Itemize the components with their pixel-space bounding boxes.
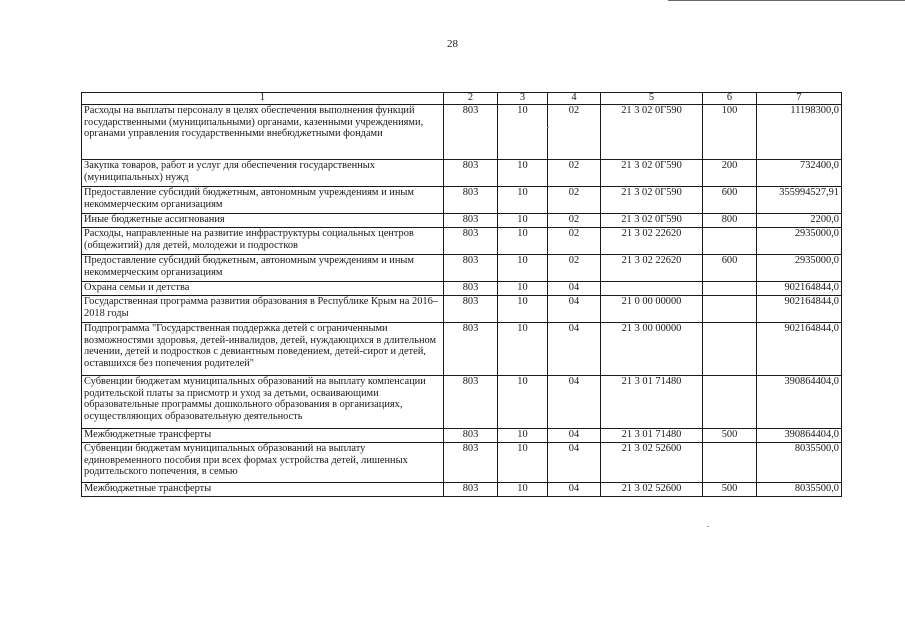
amount-cell: 902164844,0 xyxy=(757,323,842,376)
table-row xyxy=(82,483,842,497)
expense-type-cell xyxy=(703,376,757,429)
expense-name-cell: Субвенции бюджетам муниципальных образований на выплату единовременного пособия при всех формах устройства детей, лишенных родительского попечения, в семью xyxy=(82,443,444,483)
table-row xyxy=(82,187,842,214)
ministry-code-cell: 803 xyxy=(444,443,498,483)
subsection-code-cell: 04 xyxy=(548,376,601,429)
expense-type-cell: 200 xyxy=(703,160,757,187)
subsection-code-cell: 04 xyxy=(548,429,601,443)
expense-type-cell xyxy=(703,323,757,376)
expense-name-cell: Предоставление субсидий бюджетным, автономным учреждениям и иным некоммерческим организациям xyxy=(82,255,444,282)
expense-name-cell: Охрана семьи и детства xyxy=(82,282,444,296)
section-code-cell: 10 xyxy=(498,228,548,255)
section-code-cell: 10 xyxy=(498,187,548,214)
ministry-code-cell: 803 xyxy=(444,105,498,160)
amount-cell: 8035500,0 xyxy=(757,483,842,497)
section-code-cell: 10 xyxy=(498,296,548,323)
column-number-cell: 4 xyxy=(548,93,601,105)
column-number-cell: 6 xyxy=(703,93,757,105)
section-code-cell: 10 xyxy=(498,443,548,483)
subsection-code-cell: 02 xyxy=(548,214,601,228)
section-code-cell: 10 xyxy=(498,429,548,443)
ministry-code-cell: 803 xyxy=(444,187,498,214)
expense-type-cell xyxy=(703,282,757,296)
expense-type-cell: 500 xyxy=(703,483,757,497)
subsection-code-cell: 04 xyxy=(548,323,601,376)
table-row xyxy=(82,228,842,255)
expense-type-cell xyxy=(703,228,757,255)
expense-type-cell xyxy=(703,296,757,323)
target-article-cell: 21 3 02 22620 xyxy=(601,228,703,255)
target-article-cell: 21 0 00 00000 xyxy=(601,296,703,323)
subsection-code-cell: 02 xyxy=(548,255,601,282)
amount-cell: 390864404,0 xyxy=(757,376,842,429)
expense-type-cell xyxy=(703,443,757,483)
target-article-cell: 21 3 01 71480 xyxy=(601,376,703,429)
expense-type-cell: 600 xyxy=(703,255,757,282)
table-row xyxy=(82,323,842,376)
expense-type-cell: 100 xyxy=(703,105,757,160)
table-row xyxy=(82,429,842,443)
section-code-cell: 10 xyxy=(498,323,548,376)
target-article-cell: 21 3 02 0Г590 xyxy=(601,160,703,187)
ministry-code-cell: 803 xyxy=(444,483,498,497)
section-code-cell: 10 xyxy=(498,376,548,429)
target-article-cell xyxy=(601,282,703,296)
page-number: 28 xyxy=(447,38,458,50)
table-row xyxy=(82,443,842,483)
target-article-cell: 21 3 02 52600 xyxy=(601,483,703,497)
target-article-cell: 21 3 02 52600 xyxy=(601,443,703,483)
expense-type-cell: 600 xyxy=(703,187,757,214)
amount-cell: 390864404,0 xyxy=(757,429,842,443)
expense-name-cell: Иные бюджетные ассигнования xyxy=(82,214,444,228)
table-row xyxy=(82,105,842,160)
ministry-code-cell: 803 xyxy=(444,160,498,187)
ministry-code-cell: 803 xyxy=(444,214,498,228)
column-number-cell: 1 xyxy=(82,93,444,105)
section-code-cell: 10 xyxy=(498,255,548,282)
ministry-code-cell: 803 xyxy=(444,228,498,255)
section-code-cell: 10 xyxy=(498,105,548,160)
ministry-code-cell: 803 xyxy=(444,429,498,443)
ministry-code-cell: 803 xyxy=(444,376,498,429)
table-row xyxy=(82,160,842,187)
top-edge-rule xyxy=(668,0,905,1)
column-number-cell: 7 xyxy=(757,93,842,105)
column-number-cell: 3 xyxy=(498,93,548,105)
subsection-code-cell: 04 xyxy=(548,483,601,497)
table-row xyxy=(82,282,842,296)
expense-name-cell: Межбюджетные трансферты xyxy=(82,429,444,443)
target-article-cell: 21 3 02 0Г590 xyxy=(601,105,703,160)
target-article-cell: 21 3 02 22620 xyxy=(601,255,703,282)
expense-type-cell: 800 xyxy=(703,214,757,228)
table-row xyxy=(82,376,842,429)
target-article-cell: 21 3 02 0Г590 xyxy=(601,214,703,228)
amount-cell: 11198300,0 xyxy=(757,105,842,160)
subsection-code-cell: 02 xyxy=(548,228,601,255)
expense-name-cell: Предоставление субсидий бюджетным, автономным учреждениям и иным некоммерческим организациям xyxy=(82,187,444,214)
subsection-code-cell: 04 xyxy=(548,282,601,296)
target-article-cell: 21 3 02 0Г590 xyxy=(601,187,703,214)
table-row xyxy=(82,214,842,228)
table-row xyxy=(82,296,842,323)
amount-cell: 2935000,0 xyxy=(757,255,842,282)
subsection-code-cell: 04 xyxy=(548,443,601,483)
ministry-code-cell: 803 xyxy=(444,282,498,296)
subsection-code-cell: 04 xyxy=(548,296,601,323)
expense-type-cell: 500 xyxy=(703,429,757,443)
expense-name-cell: Расходы, направленные на развитие инфраструктуры социальных центров (общежитий) для детей, молодежи и подростков xyxy=(82,228,444,255)
column-number-cell: 2 xyxy=(444,93,498,105)
subsection-code-cell: 02 xyxy=(548,160,601,187)
amount-cell: 8035500,0 xyxy=(757,443,842,483)
amount-cell: 355994527,91 xyxy=(757,187,842,214)
section-code-cell: 10 xyxy=(498,282,548,296)
ministry-code-cell: 803 xyxy=(444,296,498,323)
section-code-cell: 10 xyxy=(498,483,548,497)
expense-name-cell: Государственная программа развития образования в Республике Крым на 2016–2018 годы xyxy=(82,296,444,323)
ministry-code-cell: 803 xyxy=(444,323,498,376)
column-number-cell: 5 xyxy=(601,93,703,105)
amount-cell: 2935000,0 xyxy=(757,228,842,255)
expense-name-cell: Расходы на выплаты персоналу в целях обеспечения выполнения функций государственными (муниципальными) органами, казенными учреждениями, органами управления государственными внебюджетными фондами xyxy=(82,105,444,160)
section-code-cell: 10 xyxy=(498,160,548,187)
expense-name-cell: Субвенции бюджетам муниципальных образований на выплату компенсации родительской платы за присмотр и уход за детьми, осваивающими образовательные программы дошкольного образования в организациях, осуществляющих образовательную деятельность xyxy=(82,376,444,429)
budget-table xyxy=(81,92,842,497)
target-article-cell: 21 3 01 71480 xyxy=(601,429,703,443)
subsection-code-cell: 02 xyxy=(548,105,601,160)
section-code-cell: 10 xyxy=(498,214,548,228)
table-row xyxy=(82,255,842,282)
expense-name-cell: Закупка товаров, работ и услуг для обеспечения государственных (муниципальных) нужд xyxy=(82,160,444,187)
subsection-code-cell: 02 xyxy=(548,187,601,214)
ministry-code-cell: 803 xyxy=(444,255,498,282)
expense-name-cell: Подпрограмма "Государственная поддержка детей с ограниченными возможностями здоровья, детей-инвалидов, детей, нуждающихся в длительном лечении, детей и подростков с девиантным поведением, детей-сирот и детей, оставшихся без попечения родителей" xyxy=(82,323,444,376)
target-article-cell: 21 3 00 00000 xyxy=(601,323,703,376)
amount-cell: 2200,0 xyxy=(757,214,842,228)
table-header-row xyxy=(82,93,842,105)
expense-name-cell: Межбюджетные трансферты xyxy=(82,483,444,497)
amount-cell: 732400,0 xyxy=(757,160,842,187)
amount-cell: 902164844,0 xyxy=(757,296,842,323)
amount-cell: 902164844,0 xyxy=(757,282,842,296)
